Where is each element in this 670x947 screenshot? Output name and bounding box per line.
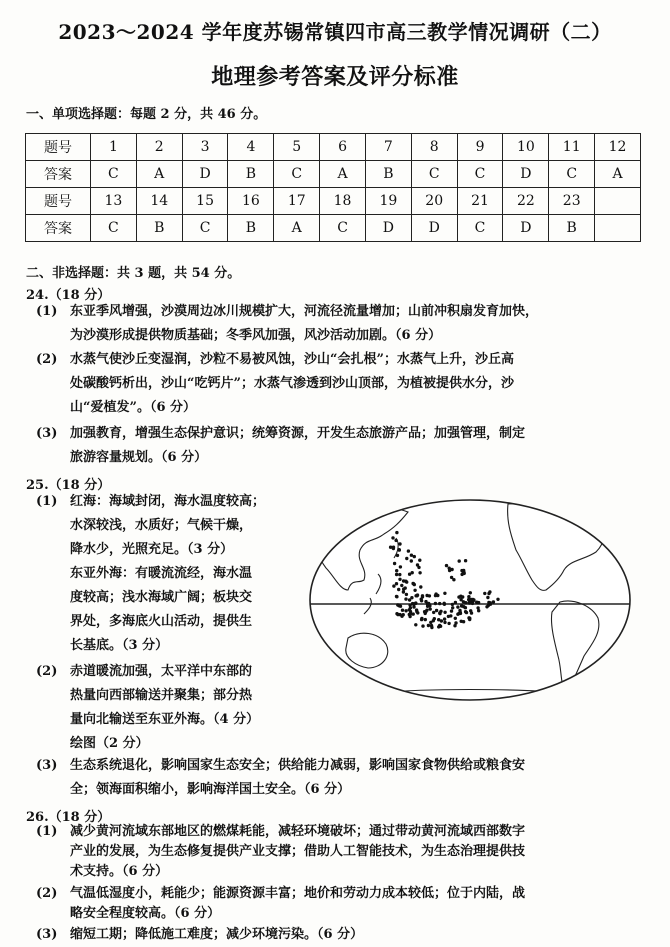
reef-dot: [430, 626, 433, 629]
reef-dot: [405, 557, 408, 560]
reef-dot: [410, 554, 413, 557]
answer-line: 赤道暖流加强，太平洋中东部的: [70, 664, 253, 679]
reef-dot: [413, 555, 416, 558]
table-cell: 9: [457, 134, 503, 161]
answer-line: 东亚季风增强，沙漠周边冰川规模扩大，河流径流量增加；山前冲积扇发育加快，: [70, 304, 539, 319]
table-cell: A: [136, 161, 182, 188]
reef-dot: [470, 611, 473, 614]
reef-dot: [487, 592, 490, 595]
table-cell: 3: [182, 134, 228, 161]
answer-line: 长基底。（3 分）: [70, 638, 169, 653]
reef-dot: [412, 605, 415, 608]
reef-dot: [435, 609, 438, 612]
reef-dot: [418, 571, 421, 574]
reef-dot: [424, 610, 427, 613]
reef-dot: [402, 579, 405, 582]
reef-dot: [434, 592, 437, 595]
reef-dot: [420, 599, 423, 602]
question-24-heading: 24.（18 分）: [26, 288, 111, 303]
answer-line: 旅游容量规划。（6 分）: [70, 450, 208, 465]
part-number: (3): [36, 426, 58, 441]
reef-dot: [428, 594, 431, 597]
reef-dot: [496, 598, 499, 601]
reef-dot: [395, 612, 398, 615]
reef-dot: [415, 594, 418, 597]
part-number: (1): [36, 304, 58, 319]
table-cell: 12: [595, 134, 641, 161]
reef-dot: [394, 539, 397, 542]
reef-dot: [472, 598, 475, 601]
reef-dot: [447, 622, 450, 625]
part-number: (3): [36, 758, 58, 773]
reef-dot: [398, 542, 401, 545]
table-row: [26, 161, 641, 188]
reef-dot: [404, 609, 407, 612]
reef-dot: [393, 562, 396, 565]
answer-line: 绘图（2 分）: [70, 736, 149, 751]
answer-line: 产业的发展，为生态修复提供产业支撑；借助人工智能技术，为生态治理提供技: [70, 844, 526, 859]
question-26-part-1: [36, 822, 636, 882]
reef-dot: [477, 609, 480, 612]
reef-dot: [396, 603, 399, 606]
reef-dot: [432, 619, 435, 622]
question-24-part-2: [36, 348, 636, 420]
reef-dot: [459, 611, 462, 614]
reef-dot: [414, 623, 417, 626]
reef-dot: [405, 593, 408, 596]
table-cell: 14: [136, 188, 182, 215]
reef-dot: [447, 615, 450, 618]
table-cell: 10: [503, 134, 549, 161]
question-25-heading: 25.（18 分）: [26, 478, 111, 493]
table-cell: C: [457, 161, 503, 188]
table-cell: 20: [411, 188, 457, 215]
answer-line: 降水少，光照充足。（3 分）: [70, 542, 234, 557]
row-label: 题号: [26, 134, 91, 161]
reef-dot: [469, 591, 472, 594]
reef-dot: [437, 618, 440, 621]
table-cell: C: [182, 215, 228, 242]
reef-dot: [476, 606, 479, 609]
reef-dot: [410, 559, 413, 562]
reef-dot: [391, 536, 394, 539]
question-26-heading: 26.（18 分）: [26, 810, 111, 825]
reef-dot: [395, 569, 398, 572]
reef-dot: [464, 601, 467, 604]
answer-line: 水蒸气使沙丘变湿润，沙粒不易被风蚀，沙山“会扎根”；水蒸气上升，沙丘高: [70, 352, 514, 367]
reef-dot: [400, 584, 403, 587]
row-label: 答案: [26, 161, 91, 188]
table-cell: C: [274, 161, 320, 188]
table-cell: C: [91, 161, 137, 188]
table-row: [26, 215, 641, 242]
reef-dot: [485, 605, 488, 608]
answer-line: 术支持。（6 分）: [70, 864, 169, 879]
row-label: 答案: [26, 215, 91, 242]
part-number: (2): [36, 352, 58, 367]
reef-dot: [408, 573, 411, 576]
reef-dot: [445, 564, 448, 567]
reef-dot: [434, 602, 437, 605]
table-row: [26, 188, 641, 215]
reef-dot: [402, 613, 405, 616]
reef-dot: [461, 595, 464, 598]
reef-dot: [398, 573, 401, 576]
reef-dot: [407, 549, 410, 552]
reef-dot: [418, 559, 421, 562]
reef-dot: [399, 565, 402, 568]
reef-dot: [451, 606, 454, 609]
reef-dot: [456, 605, 459, 608]
answer-line: 红海：海域封闭，海水温度较高；: [70, 494, 266, 509]
table-cell: 8: [411, 134, 457, 161]
answer-line: 生态系统退化，影响国家生态安全；供给能力减弱，影响国家食物供给或粮食安: [70, 758, 526, 773]
reef-dot: [492, 600, 495, 603]
answer-line: 东亚外海：有暖流流经，海水温: [70, 566, 253, 581]
answer-table: [25, 133, 641, 242]
reef-dot: [450, 576, 453, 579]
reef-dot: [395, 582, 398, 585]
table-cell: B: [228, 161, 274, 188]
table-cell: 4: [228, 134, 274, 161]
answer-line: 量向北输送至东亚外海。（4 分）: [70, 712, 260, 727]
answer-line: 热量向西部输送并聚集；部分热: [70, 688, 253, 703]
table-cell: B: [365, 161, 411, 188]
reef-dot: [395, 595, 398, 598]
reef-dot: [401, 609, 404, 612]
answer-line: 界处，多海底火山活动，提供生: [70, 614, 253, 629]
reef-dot: [424, 618, 427, 621]
reef-dot: [464, 610, 467, 613]
table-cell: 11: [549, 134, 595, 161]
table-cell: C: [320, 215, 366, 242]
row-label: 题号: [26, 188, 91, 215]
question-25-part-2: [36, 660, 306, 756]
reef-dot: [454, 601, 457, 604]
table-cell: B: [228, 215, 274, 242]
reef-dot: [462, 620, 465, 623]
reef-dot: [443, 602, 446, 605]
reef-dot: [429, 607, 432, 610]
answer-line: 为沙漠形成提供物质基础；冬季风加强，风沙活动加剧。（6 分）: [70, 328, 442, 343]
reef-dot: [438, 602, 441, 605]
table-cell: 16: [228, 188, 274, 215]
page-subtitle: 地理参考答案及评分标准: [211, 64, 459, 90]
table-cell: 5: [274, 134, 320, 161]
part-number: (2): [36, 664, 58, 679]
reef-dot: [397, 588, 400, 591]
reef-dot: [417, 566, 420, 569]
reef-dot: [412, 612, 415, 615]
table-cell: 13: [91, 188, 137, 215]
question-26-part-3: [36, 925, 636, 945]
reef-dot: [411, 602, 414, 605]
table-cell: 18: [320, 188, 366, 215]
table-cell: [595, 215, 641, 242]
table-cell: B: [136, 215, 182, 242]
answer-line: 度较高；浅水海域广阔；板块交: [70, 590, 253, 605]
reef-dot: [408, 608, 411, 611]
table-cell: D: [365, 215, 411, 242]
table-cell: D: [182, 161, 228, 188]
reef-dot: [486, 596, 489, 599]
table-cell: 23: [549, 188, 595, 215]
reef-dot: [398, 578, 401, 581]
reef-dot: [411, 582, 414, 585]
reef-dot: [477, 601, 480, 604]
reef-dot: [450, 568, 453, 571]
reef-dot: [413, 589, 416, 592]
reef-dot: [404, 597, 407, 600]
answer-line: 减少黄河流域东部地区的燃煤耗能，减轻环境破坏；通过带动黄河流域西部数字: [70, 824, 526, 839]
question-25-part-1: [36, 490, 306, 658]
table-cell: 7: [365, 134, 411, 161]
table-cell: 15: [182, 188, 228, 215]
reef-dot: [421, 624, 424, 627]
reef-dot: [414, 602, 417, 605]
table-cell: C: [549, 161, 595, 188]
table-cell: A: [595, 161, 641, 188]
answer-line: 加强教育，增强生态保护意识；统筹资源，开发生态旅游产品；加强管理，制定: [70, 426, 526, 441]
reef-dot: [464, 559, 467, 562]
reef-dot: [396, 554, 399, 557]
table-cell: C: [411, 161, 457, 188]
table-cell: 17: [274, 188, 320, 215]
reef-dot: [487, 601, 490, 604]
reef-dot: [392, 547, 395, 550]
answer-line: 缩短工期；降低施工难度；减少环境污染。（6 分）: [70, 927, 364, 942]
page-title: 2023～2024 学年度苏锡常镇四市高三教学情况调研（二）: [58, 20, 612, 44]
reef-dot: [421, 594, 424, 597]
table-cell: C: [457, 215, 503, 242]
section2-heading: 二、非选择题：共 3 题，共 54 分。: [26, 266, 241, 281]
answer-line: 全；领海面积缩小，影响海洋国土安全。（6 分）: [70, 782, 351, 797]
reef-dot: [463, 572, 466, 575]
reef-dot: [404, 586, 407, 589]
table-cell: B: [549, 215, 595, 242]
reef-dot: [395, 531, 398, 534]
part-number: (1): [36, 494, 58, 509]
table-cell: A: [320, 161, 366, 188]
table-cell: D: [411, 215, 457, 242]
reef-dot: [427, 624, 430, 627]
answer-line: 略安全程度较高。（6 分）: [70, 906, 221, 921]
reef-dot: [451, 603, 454, 606]
reef-dot: [443, 617, 446, 620]
table-cell: C: [91, 215, 137, 242]
table-cell: 2: [136, 134, 182, 161]
reef-dot: [415, 610, 418, 613]
reef-dot: [420, 618, 423, 621]
question-26-part-2: [36, 884, 636, 924]
reef-dot: [427, 602, 430, 605]
reef-dot: [398, 548, 401, 551]
table-cell: D: [503, 215, 549, 242]
reef-dot: [483, 592, 486, 595]
section1-heading: 一、单项选择题：每题 2 分，共 46 分。: [26, 107, 267, 122]
reef-dot: [469, 598, 472, 601]
table-cell: D: [503, 161, 549, 188]
part-number: (3): [36, 927, 58, 942]
table-cell: 19: [365, 188, 411, 215]
reef-dot: [392, 584, 395, 587]
part-number: (2): [36, 886, 58, 901]
table-cell: 22: [503, 188, 549, 215]
part-number: (1): [36, 824, 58, 839]
reef-dot: [460, 604, 463, 607]
reef-dot: [402, 590, 405, 593]
question-25-part-3: [36, 754, 636, 802]
question-24-part-1: [36, 300, 636, 348]
reef-dot: [450, 609, 453, 612]
answer-line: 处碳酸钙析出，沙山“吃钙片”；水蒸气渗透到沙山顶部，为植被提供水分，沙: [70, 376, 514, 391]
reef-dot: [438, 624, 441, 627]
reef-dot: [458, 559, 461, 562]
reef-dot: [408, 598, 411, 601]
table-cell: A: [274, 215, 320, 242]
world-map-figure: [308, 498, 633, 703]
reef-dot: [454, 621, 457, 624]
reef-dot: [467, 595, 470, 598]
table-cell: 6: [320, 134, 366, 161]
reef-dot: [443, 611, 446, 614]
reef-dot: [454, 617, 457, 620]
table-row: [26, 134, 641, 161]
reef-dot: [443, 592, 446, 595]
answer-line: 水深较浅，水质好；气候干燥，: [70, 518, 253, 533]
reef-dot: [468, 616, 471, 619]
table-cell: [595, 188, 641, 215]
table-cell: 21: [457, 188, 503, 215]
question-24-part-3: [36, 422, 636, 470]
reef-dot: [419, 585, 422, 588]
answer-line: 气温低湿度小，耗能少；能源资源丰富；地价和劳动力成本较低；位于内陆，战: [70, 886, 526, 901]
reef-dot: [443, 621, 446, 624]
table-cell: 1: [91, 134, 137, 161]
reef-dot: [395, 573, 398, 576]
reef-dot: [457, 595, 460, 598]
answer-line: 山“爱植发”。（6 分）: [70, 400, 197, 415]
reef-dot: [439, 610, 442, 613]
reef-dot: [432, 611, 435, 614]
